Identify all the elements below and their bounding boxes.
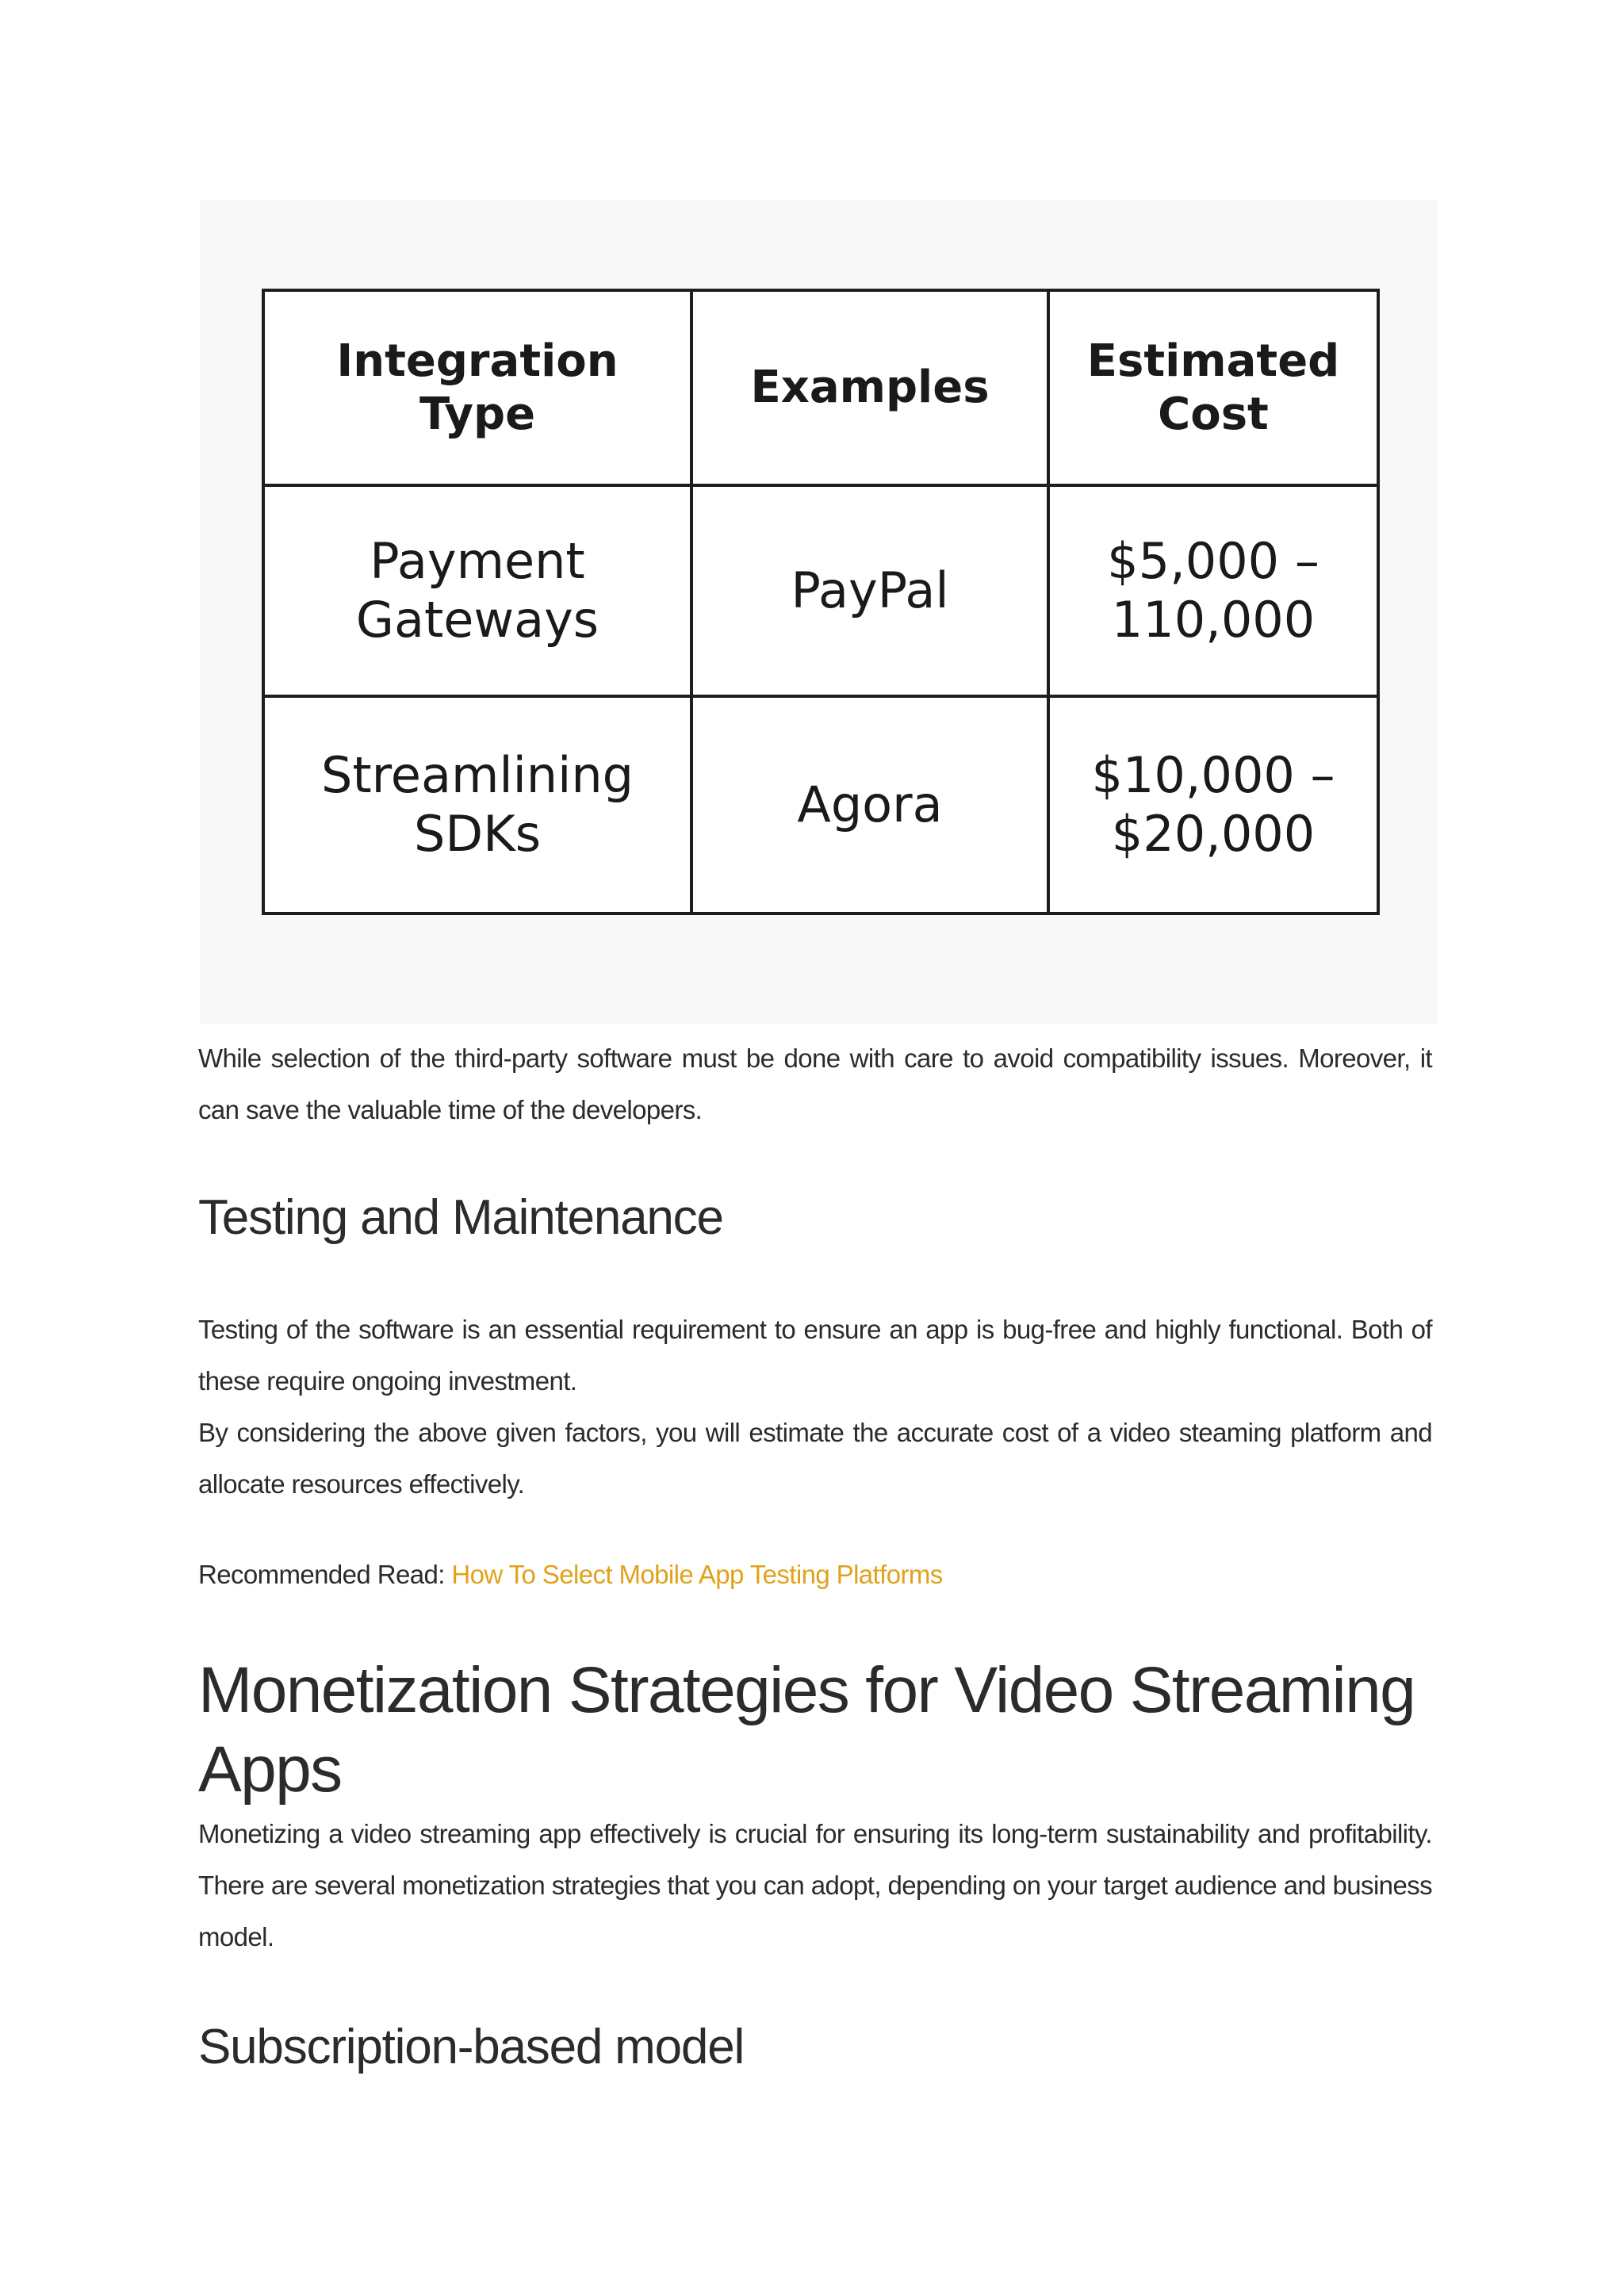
third-party-paragraph: While selection of the third-party software must be done with care to avoid compatibility issues. Moreover, it can save the valuable time of the developers. — [198, 1044, 1432, 1124]
recommended-read-link[interactable]: How To Select Mobile App Testing Platforms — [451, 1560, 943, 1589]
testing-maintenance-heading: Testing and Maintenance — [198, 1190, 723, 1245]
recommended-read — [198, 1549, 1432, 1600]
header-integration-type: Integration Type — [263, 290, 691, 485]
monetization-paragraph: Monetizing a video streaming app effectively is crucial for ensuring its long-term sustainability and profitability. There are several monetization strategies that you can adopt, depending on your target audience and business model. — [198, 1819, 1432, 1951]
cell-estimated-cost: $5,000 – 110,000 — [1048, 485, 1378, 697]
cell-example: PayPal — [691, 485, 1048, 697]
integration-cost-table — [262, 289, 1380, 915]
cell-estimated-cost: $10,000 – $20,000 — [1048, 696, 1378, 913]
cell-integration-type: Payment Gateways — [263, 485, 691, 697]
testing-paragraph-1: Testing of the software is an essential requirement to ensure an app is bug-free and highly functional. Both of these require ongoing investment. — [198, 1315, 1432, 1396]
integration-cost-table-image — [200, 200, 1437, 1024]
table-row — [263, 485, 1378, 697]
header-examples: Examples — [691, 290, 1048, 485]
table-row — [263, 696, 1378, 913]
subscription-heading: Subscription-based model — [198, 2020, 745, 2074]
monetization-heading: Monetization Strategies for Video Streaming Apps — [198, 1654, 1415, 1806]
header-estimated-cost: Estimated Cost — [1048, 290, 1378, 485]
testing-paragraph-2: By considering the above given factors, you will estimate the accurate cost of a video steaming platform and allocate resources effectively. — [198, 1418, 1432, 1499]
cell-integration-type: Streamlining SDKs — [263, 696, 691, 913]
recommended-read-label: Recommended Read: — [198, 1560, 445, 1589]
cell-example: Agora — [691, 696, 1048, 913]
table-header-row — [263, 290, 1378, 485]
